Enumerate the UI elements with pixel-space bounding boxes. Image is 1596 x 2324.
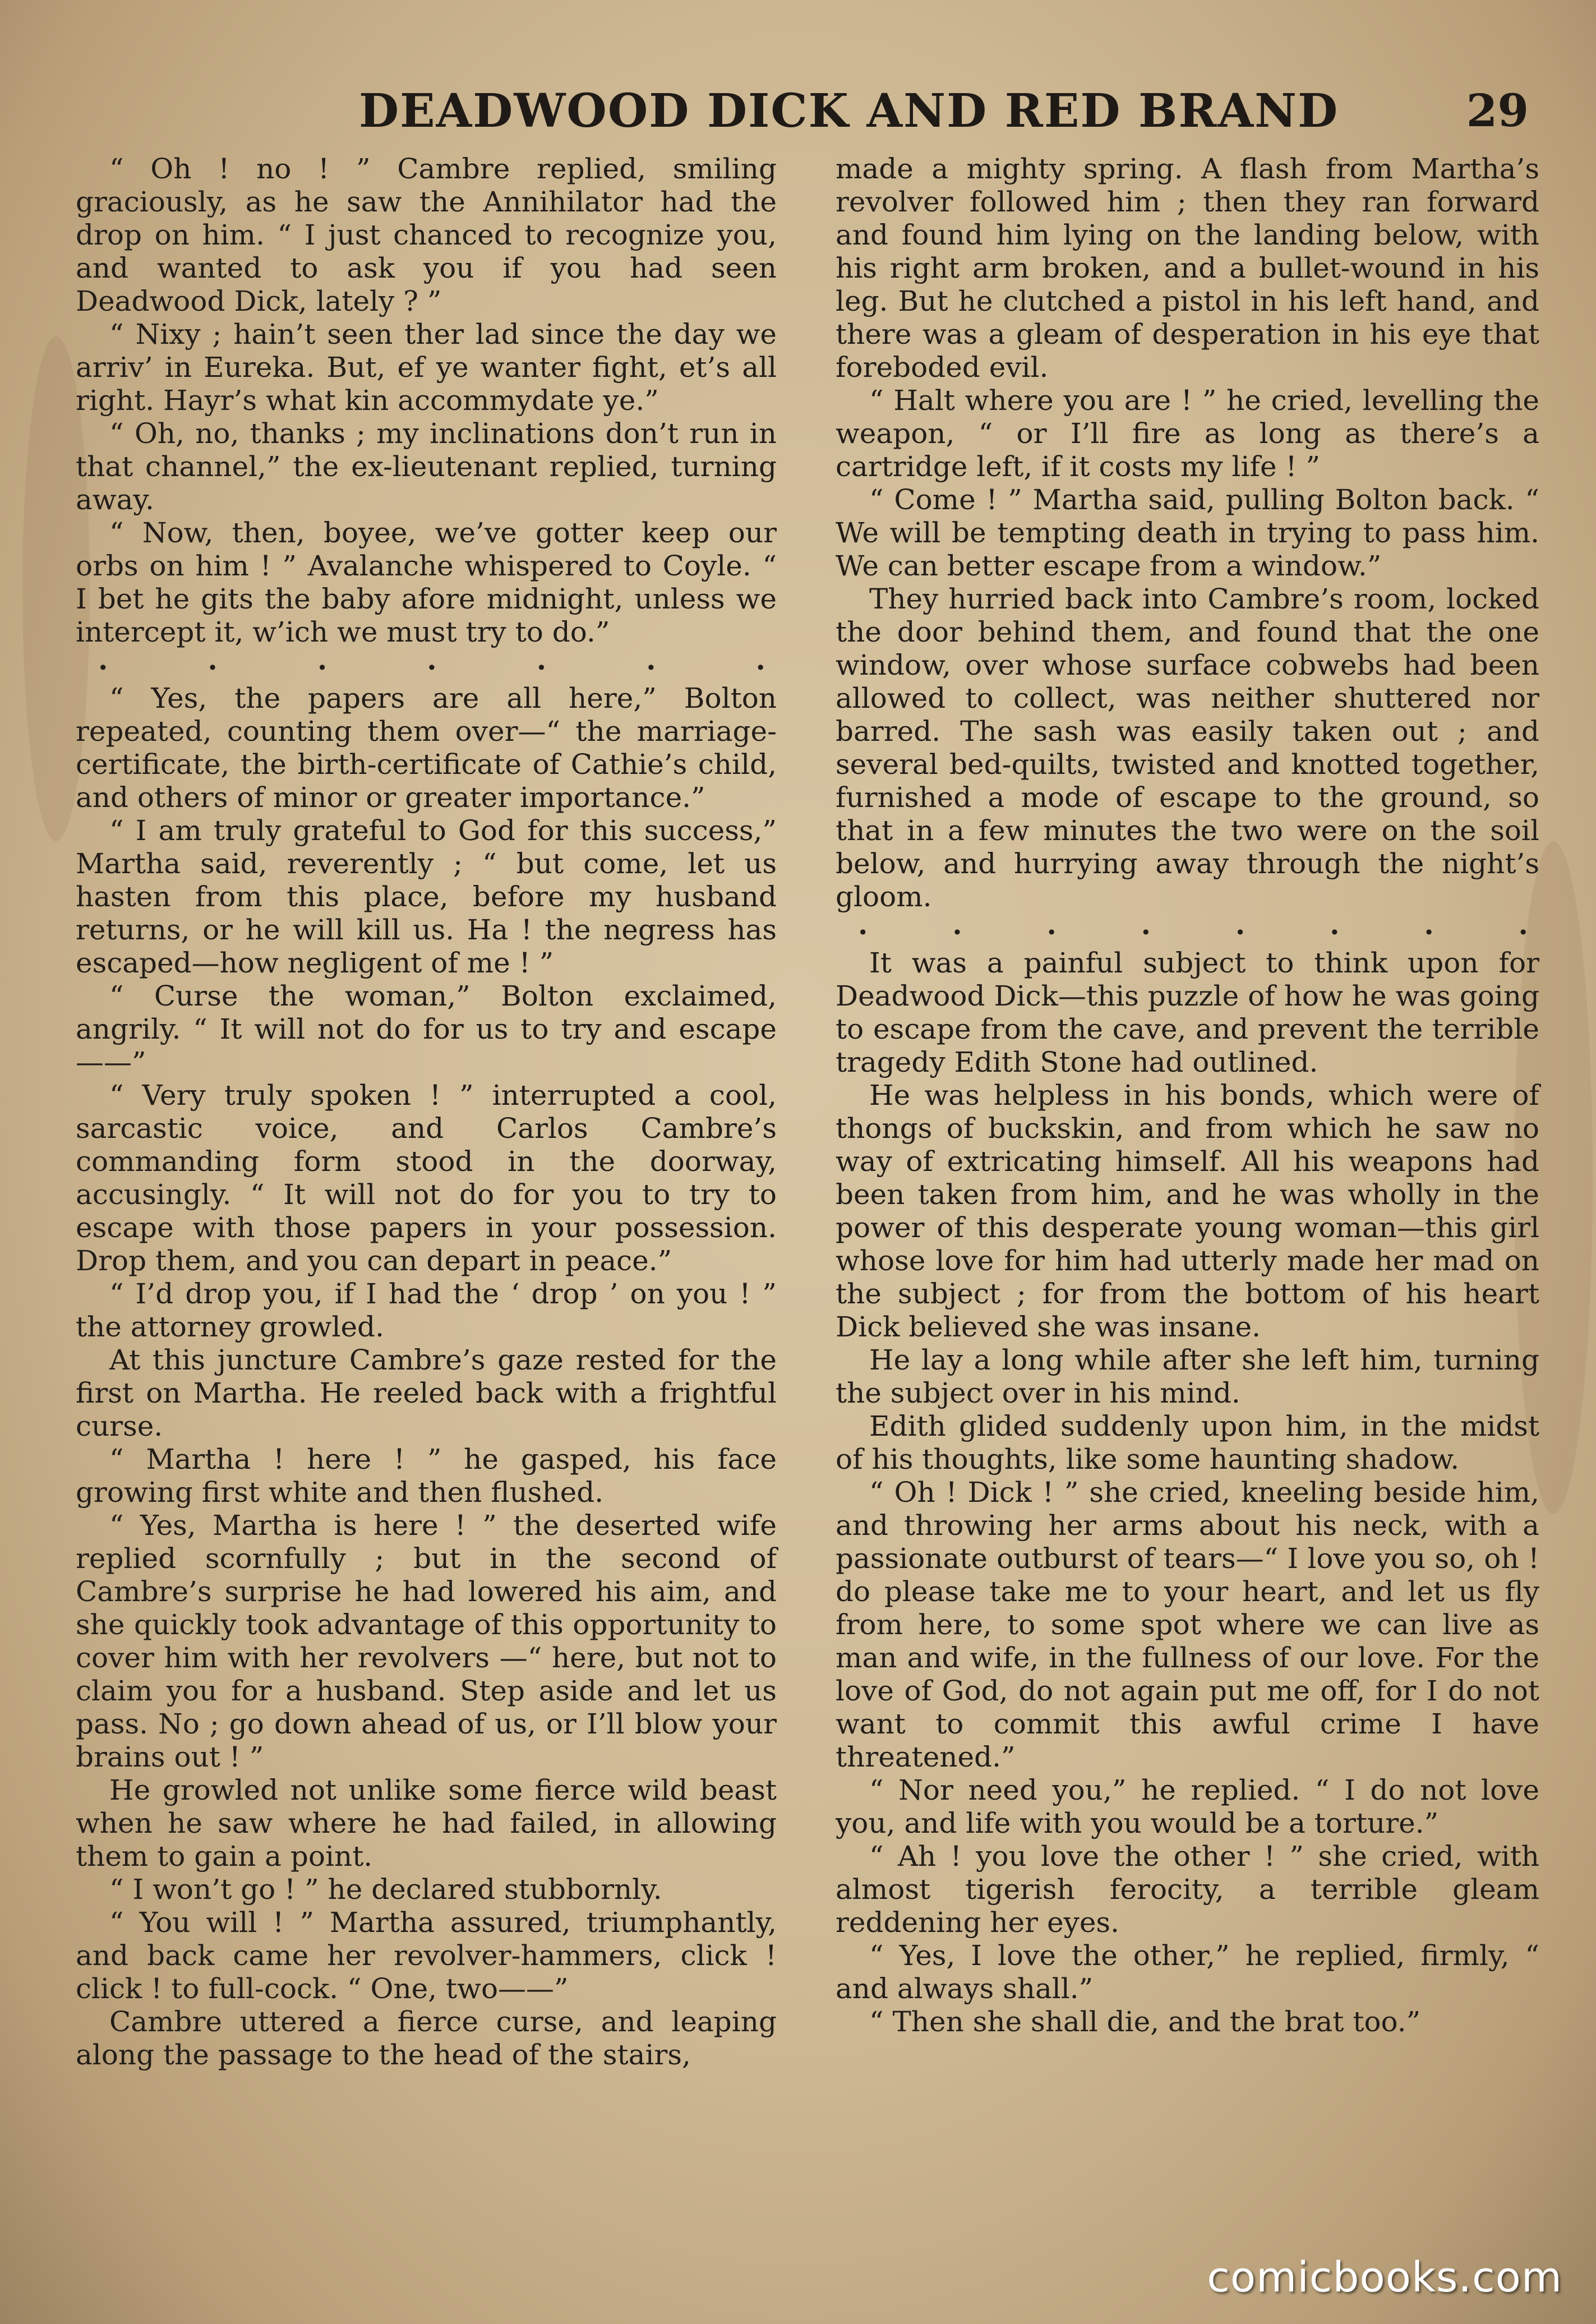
paragraph: “ Oh, no, thanks ; my inclinations don’t run in that channel,” the ex-lieutenant replied, turning away. [76, 417, 777, 516]
paragraph: “ Halt where you are ! ” he cried, levelling the weapon, “ or I’ll fire as long as there’s a cartridge left, if it costs my life ! ” [836, 384, 1539, 483]
watermark-logo: comicbooks.com [1207, 2253, 1562, 2302]
paragraph: “ Oh ! no ! ” Cambre replied, smiling graciously, as he saw the Annihilator had the drop on him. “ I just chanced to recognize you, and wanted to ask you if you had seen Deadwood Dick, lately ? ” [76, 153, 777, 317]
paragraph: “ Oh ! Dick ! ” she cried, kneeling beside him, and throwing her arms about his neck, with a passionate outburst of tears—“ I love you so, oh ! do please take me to your heart, and let us fly from here, to some spot where we can live as man and wife, in the fullness of our love. For the love of God, do not again put me off, for I do not want to commit this awful crime I have threatened.” [836, 1476, 1539, 1773]
running-header [79, 84, 1546, 163]
paragraph: “ Nor need you,” he replied. “ I do not love you, and life with you would be a torture.” [836, 1774, 1539, 1839]
left-column [76, 153, 777, 2072]
paragraph: “ Martha ! here ! ” he gasped, his face growing first white and then flushed. [76, 1443, 777, 1509]
paragraph: “ You will ! ” Martha assured, triumphantly, and back came her revolver-hammers, click ! click ! to full-cock. “ One, two——” [76, 1906, 777, 2005]
paragraph: “ Now, then, boyee, we’ve gotter keep our orbs on him ! ” Avalanche whispered to Coyle. “ I bet he gits the baby afore midnight, unless we intercept it, w’ich we must try to do.” [76, 517, 777, 648]
page-number: 29 [1466, 84, 1529, 137]
paragraph: “ Yes, I love the other,” he replied, firmly, “ and always shall.” [836, 1939, 1539, 2005]
paragraph: He was helpless in his bonds, which were of thongs of buckskin, and from which he saw no way of extricating himself. All his weapons had been taken from him, and he was wholly in the power of this desperate young woman—this girl whose love for him had utterly made her mad on the subject ; for from the bottom of his heart Dick believed she was insane. [836, 1079, 1539, 1343]
paragraph: made a mighty spring. A flash from Martha’s revolver followed him ; then they ran forward and found him lying on the landing below, with his right arm broken, and a bullet-wound in his leg. But he clutched a pistol in his left hand, and there was a gleam of desperation in his eye that foreboded evil. [836, 153, 1539, 384]
paragraph: “ Ah ! you love the other ! ” she cried, with almost tigerish ferocity, a terrible gleam reddening her eyes. [836, 1840, 1539, 1939]
paragraph: “ Very truly spoken ! ” interrupted a cool, sarcastic voice, and Carlos Cambre’s commanding form stood in the doorway, accusingly. “ It will not do for you to try to escape with those papers in your possession. Drop them, and you can depart in peace.” [76, 1079, 777, 1277]
paragraph: “ I am truly grateful to God for this success,” Martha said, reverently ; “ but come, let us hasten from this place, before my husband returns, or he will kill us. Ha ! the negress has escaped—how negligent of me ! ” [76, 814, 777, 979]
paragraph: “ I won’t go ! ” he declared stubbornly. [109, 1873, 662, 1906]
section-break-dots: . . . . . . . [98, 643, 765, 676]
paragraph: “ Yes, Martha is here ! ” the deserted wife replied scornfully ; but in the second of Cambre’s surprise he had lowered his aim, and she quickly took advantage of this opportunity to cover him with her revolvers —“ here, but not to claim you for a husband. Step aside and let us pass. No ; go down ahead of us, or I’ll blow your brains out ! ” [76, 1509, 777, 1773]
paragraph: He lay a long while after she left him, turning the subject over in his mind. [836, 1344, 1539, 1409]
paragraph: At this juncture Cambre’s gaze rested for the first on Martha. He reeled back with a frightful curse. [76, 1344, 777, 1442]
paragraph: “ Then she shall die, and the brat too.” [869, 2005, 1421, 2038]
paragraph: “ Curse the woman,” Bolton exclaimed, angrily. “ It will not do for us to try and escape——” [76, 980, 777, 1078]
right-column [836, 153, 1539, 2039]
paragraph: “ Nixy ; hain’t seen ther lad since the day we arriv’ in Eureka. But, ef ye wanter fight, et’s all right. Hayr’s what kin accommydate ye.” [76, 318, 777, 417]
paragraph: It was a painful subject to think upon for Deadwood Dick—this puzzle of how he was going to escape from the cave, and prevent the terrible tragedy Edith Stone had outlined. [836, 947, 1539, 1078]
paragraph: They hurried back into Cambre’s room, locked the door behind them, and found that the one window, over whose surface cobwebs had been allowed to collect, was neither shuttered nor barred. The sash was easily taken out ; and several bed-quilts, twisted and knotted together, furnished a mode of escape to the ground, so that in a few minutes the two were on the soil below, and hurrying away through the night’s gloom. [836, 583, 1539, 913]
running-title: DEADWOOD DICK AND RED BRAND [359, 84, 1339, 138]
paragraph: He growled not unlike some fierce wild beast when he saw where he had failed, in allowing them to gain a point. [76, 1774, 777, 1873]
paragraph: Edith glided suddenly upon him, in the midst of his thoughts, like some haunting shadow. [836, 1410, 1539, 1475]
paragraph: “ I’d drop you, if I had the ‘ drop ’ on you ! ” the attorney growled. [76, 1278, 777, 1343]
paragraph: “ Yes, the papers are all here,” Bolton repeated, counting them over—“ the marriage-certificate, the birth-certificate of Cathie’s child, and others of minor or greater importance.” [76, 682, 777, 814]
paragraph: Cambre uttered a fierce curse, and leaping along the passage to the head of the stairs, [76, 2005, 777, 2071]
section-break-dots: . . . . . . . . [858, 908, 1528, 941]
paragraph: “ Come ! ” Martha said, pulling Bolton back. “ We will be tempting death in trying to pass him. We can better escape from a window.” [836, 483, 1539, 582]
